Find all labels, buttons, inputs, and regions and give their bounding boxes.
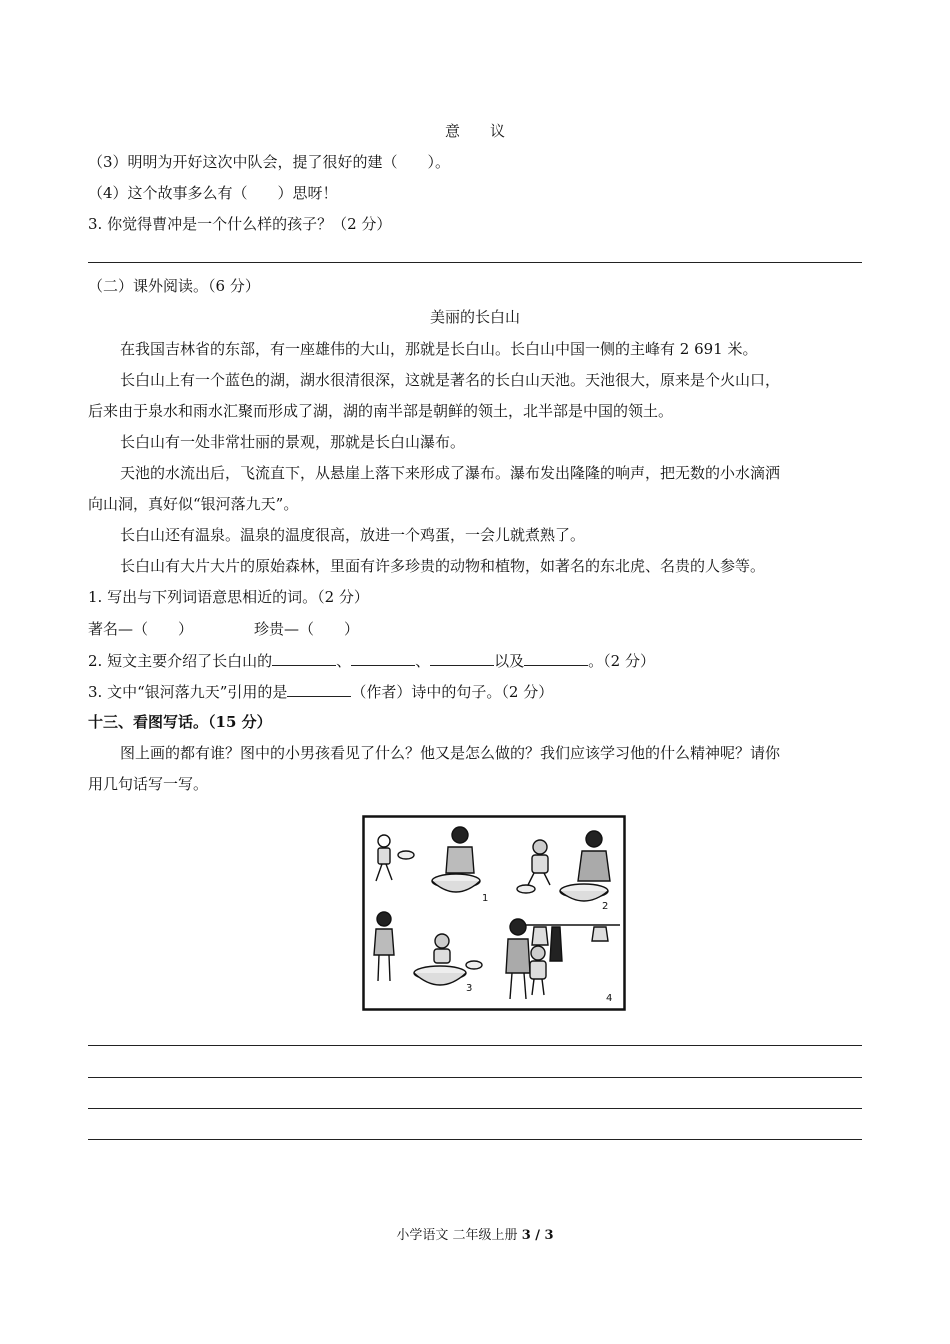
answer-options: 意 议 bbox=[444, 122, 505, 140]
panel-number: 3 bbox=[466, 983, 473, 994]
panel-number: 2 bbox=[602, 901, 609, 912]
separator: 以及 bbox=[494, 652, 525, 670]
footer-text: 小学语文 二年级上册 bbox=[396, 1228, 522, 1243]
passage-paragraph: 天池的水流出后，飞流直下，从悬崖上落下来形成了瀑布。瀑布发出隆隆的响声，把无数的小水滴洒 bbox=[120, 464, 781, 482]
writing-line[interactable] bbox=[88, 1108, 862, 1109]
passage-title: 美丽的长白山 bbox=[429, 308, 520, 326]
page-footer bbox=[0, 1226, 950, 1246]
fill-blank[interactable] bbox=[524, 650, 588, 666]
passage-paragraph: 长白山上有一个蓝色的湖，湖水很清很深，这就是著名的长白山天池。天池很大，原来是个火山口， bbox=[120, 371, 781, 389]
question-text: 2. 短文主要介绍了长白山的 bbox=[88, 652, 273, 670]
panel-number: 1 bbox=[482, 893, 489, 904]
question-text: 。（2 分） bbox=[588, 652, 655, 670]
synonym-item: 珍贵—（ ） bbox=[254, 620, 360, 638]
reading-question-2 bbox=[88, 650, 655, 671]
question-4-fill: （4）这个故事多么有（ ）思呀！ bbox=[88, 184, 338, 202]
answer-line bbox=[88, 262, 862, 263]
writing-line[interactable] bbox=[88, 1139, 862, 1140]
fill-blank[interactable] bbox=[272, 650, 336, 666]
writing-line[interactable] bbox=[88, 1045, 862, 1046]
separator: 、 bbox=[336, 652, 352, 670]
question-text: （作者）诗中的句子。（2 分） bbox=[351, 683, 554, 701]
passage-paragraph-cont: 后来由于泉水和雨水汇聚而形成了湖，湖的南半部是朝鲜的领土，北半部是中国的领土。 bbox=[88, 402, 674, 420]
fill-blank[interactable] bbox=[430, 650, 494, 666]
question-text: 3. 文中“银河落九天”引用的是 bbox=[88, 683, 288, 701]
passage-paragraph: 长白山还有温泉。温泉的温度很高，放进一个鸡蛋，一会儿就煮熟了。 bbox=[120, 526, 586, 544]
writing-prompt-cont: 用几句话写一写。 bbox=[88, 775, 209, 793]
passage-paragraph: 在我国吉林省的东部，有一座雄伟的大山，那就是长白山。长白山中国一侧的主峰有 2 691 米。 bbox=[120, 340, 758, 358]
passage-paragraph: 长白山有大片大片的原始森林，里面有许多珍贵的动物和植物，如著名的东北虎、名贵的人参等。 bbox=[120, 557, 766, 575]
question-3-fill: （3）明明为开好这次中队会，提了很好的建（ ）。 bbox=[88, 153, 451, 171]
reading-question-3 bbox=[88, 681, 553, 702]
section-two-title: （二）课外阅读。（6 分） bbox=[88, 277, 260, 295]
separator: 、 bbox=[415, 652, 431, 670]
writing-prompt: 图上画的都有谁？图中的小男孩看见了什么？他又是怎么做的？我们应该学习他的什么精神呢？请你 bbox=[120, 744, 781, 762]
section-13-title: 十三、看图写话。（15 分） bbox=[88, 713, 272, 731]
writing-line[interactable] bbox=[88, 1077, 862, 1078]
reading-question-1: 1. 写出与下列词语意思相近的词。（2 分） bbox=[88, 588, 369, 606]
page-number: 3 / 3 bbox=[521, 1228, 554, 1243]
passage-paragraph-cont: 向山洞，真好似“银河落九天”。 bbox=[88, 495, 299, 513]
fill-blank[interactable] bbox=[287, 681, 351, 697]
question-caochong: 3. 你觉得曹冲是一个什么样的孩子？（2 分） bbox=[88, 215, 392, 233]
passage-paragraph: 长白山有一处非常壮丽的景观，那就是长白山瀑布。 bbox=[120, 433, 466, 451]
picture-illustration bbox=[362, 815, 626, 1011]
panel-number: 4 bbox=[606, 993, 613, 1004]
synonym-item: 著名—（ ） bbox=[88, 620, 194, 638]
fill-blank[interactable] bbox=[351, 650, 415, 666]
